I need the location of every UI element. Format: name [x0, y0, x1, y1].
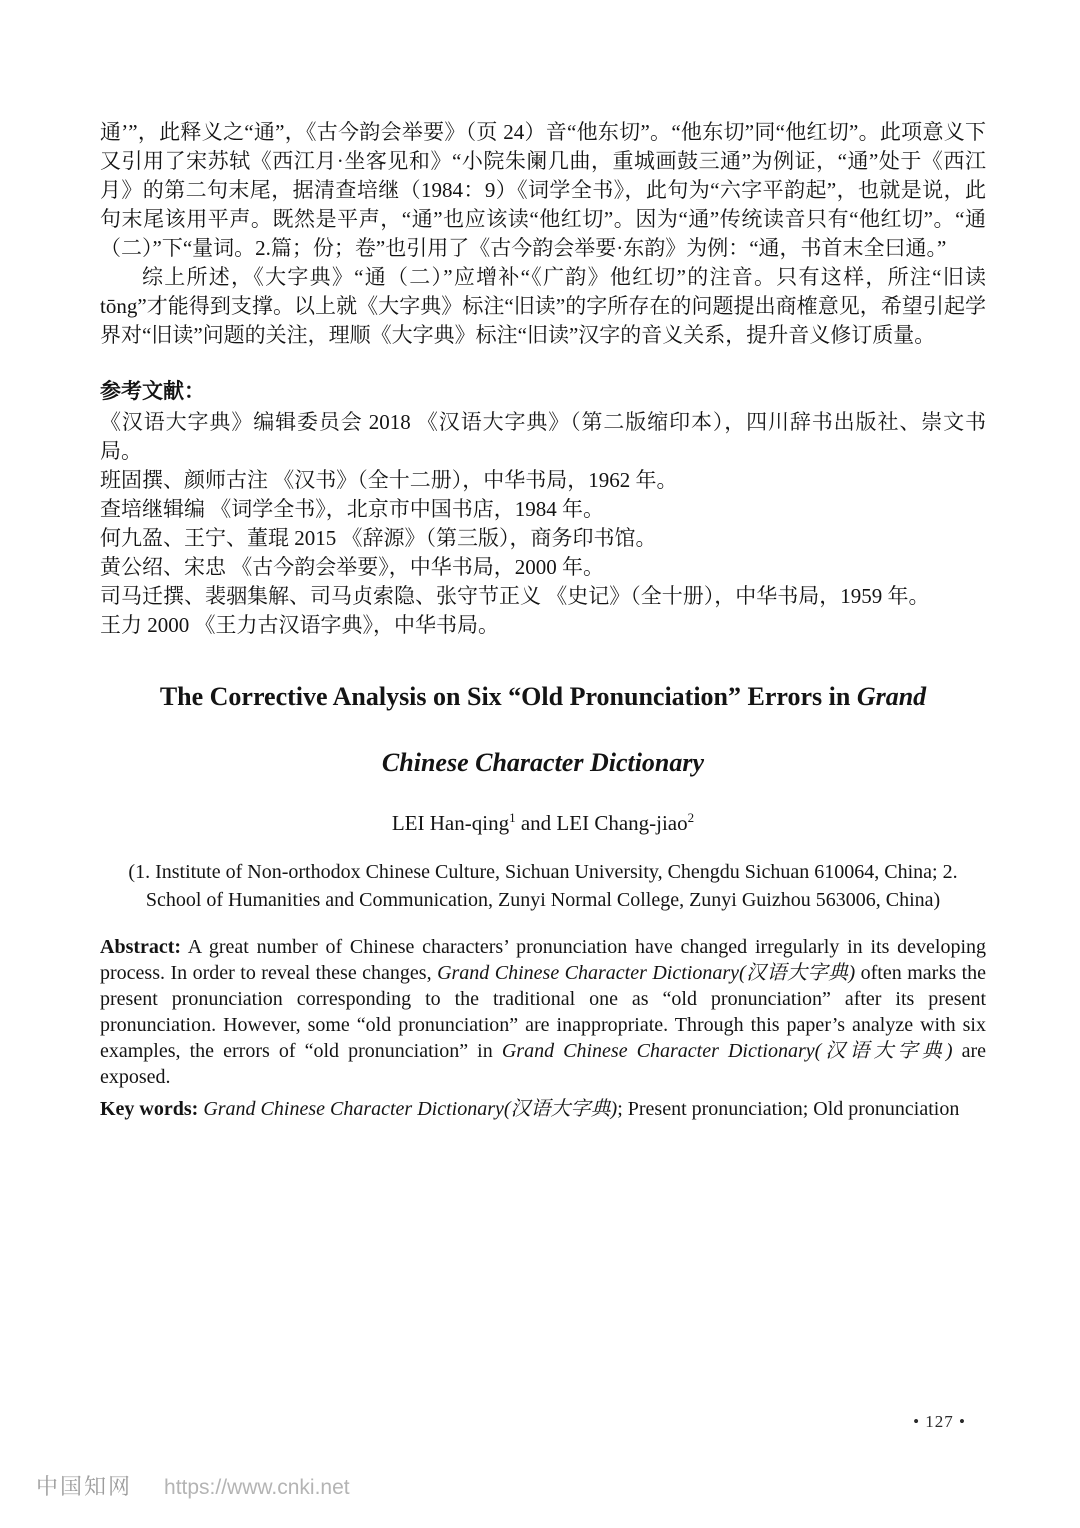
english-title-line-2: Chinese Character Dictionary: [381, 747, 705, 777]
authors-line: LEI Han-qing$^1$ and LEI Chang-jiao$^2$: [391, 809, 695, 835]
article-content: [100, 118, 986, 1122]
cnki-url-text: https://www.cnki.net: [164, 1476, 350, 1499]
page-number: • 127 •: [913, 1412, 966, 1431]
reference-item: 司马迁撰、裴骃集解、司马贞索隐、张守节正义 《史记》（全十册），中华书局，1959 年。: [100, 584, 930, 608]
reference-item: 《汉语大字典》编辑委员会 2018 《汉语大字典》（第二版缩印本），四川辞书出版社、崇文书局。: [100, 410, 986, 463]
reference-item: 王力 2000 《王力古汉语字典》，中华书局。: [100, 613, 499, 637]
reference-item: 黄公绍、宋忠 《古今韵会举要》，中华书局，2000 年。: [100, 555, 604, 579]
cnki-brand-label: 中国知网: [36, 1474, 133, 1499]
cnki-watermark: [36, 1470, 350, 1501]
reference-item: 班固撰、颜师古注 《汉书》（全十二册），中华书局，1962 年。: [100, 468, 678, 492]
body-paragraph-continuation: 通’”，此释义之“通”，《古今韵会举要》（页 24）音“他东切”。“他东切”同“他红切”。此项意义下又引用了宋苏轼《西江月·坐客见和》“小院朱阑几曲，重城画鼓三通”为例证，“通”处于《西江月》的第二句末尾，据清查培继（1984：9）《词学全书》，此句为“六字平韵起”，也就是说，此句末尾该用平声。既然是平声，“通”也应该读“他红切”。因为“通”传统读音只有“他红切”。“通（二）”下“量词。2.篇；份；卷”也引用了《古今韵会举要·东韵》为例：“通，书首末全曰通。”: [100, 120, 986, 260]
english-title: [100, 682, 986, 778]
affiliations-line: (1. Institute of Non-orthodox Chinese Culture, Sichuan University, Chengdu Sichuan 610064, China; 2. School of Humanities and Communication, Zunyi Normal College, Zunyi Guizhou 563006, China): [128, 860, 958, 911]
keywords-line: Key words: Grand Chinese Character Dictionary(汉语大字典); Present pronunciation; Old pronunciation: [100, 1097, 960, 1120]
reference-item: 查培继辑编 《词学全书》，北京市中国书店，1984 年。: [100, 497, 604, 521]
english-title-line-1: The Corrective Analysis on Six “Old Pronunciation” Errors in Grand: [159, 682, 927, 711]
references-list: [100, 408, 986, 640]
references-heading: 参考文献：: [100, 379, 205, 403]
abstract-paragraph: Abstract: A great number of Chinese characters’ pronunciation have changed irregularly in its developing process. In order to reveal these changes, Grand Chinese Character Dictionary(汉语大字典) often marks the present pronunciation corresponding to the traditional one as “old pronunciation” after its present pronunciation. However, some “old pronunciation” are inappropriate. Through this paper’s analyze with six examples, the errors of “old pronunciation” in Grand Chinese Character Dictionary(汉语大字典) are exposed.: [100, 935, 987, 1088]
reference-item: 何九盈、王宁、董琨 2015 《辞源》（第三版），商务印书馆。: [100, 526, 657, 550]
body-paragraph-conclusion: 综上所述，《大字典》“通（二）”应增补“《广韵》他红切”的注音。只有这样，所注“旧读 tōng”才能得到支撑。以上就《大字典》标注“旧读”的字所存在的问题提出商榷意见，希望引起学界对“旧读”问题的关注，理顺《大字典》标注“旧读”汉字的音义关系，提升音义修订质量。: [100, 265, 986, 347]
